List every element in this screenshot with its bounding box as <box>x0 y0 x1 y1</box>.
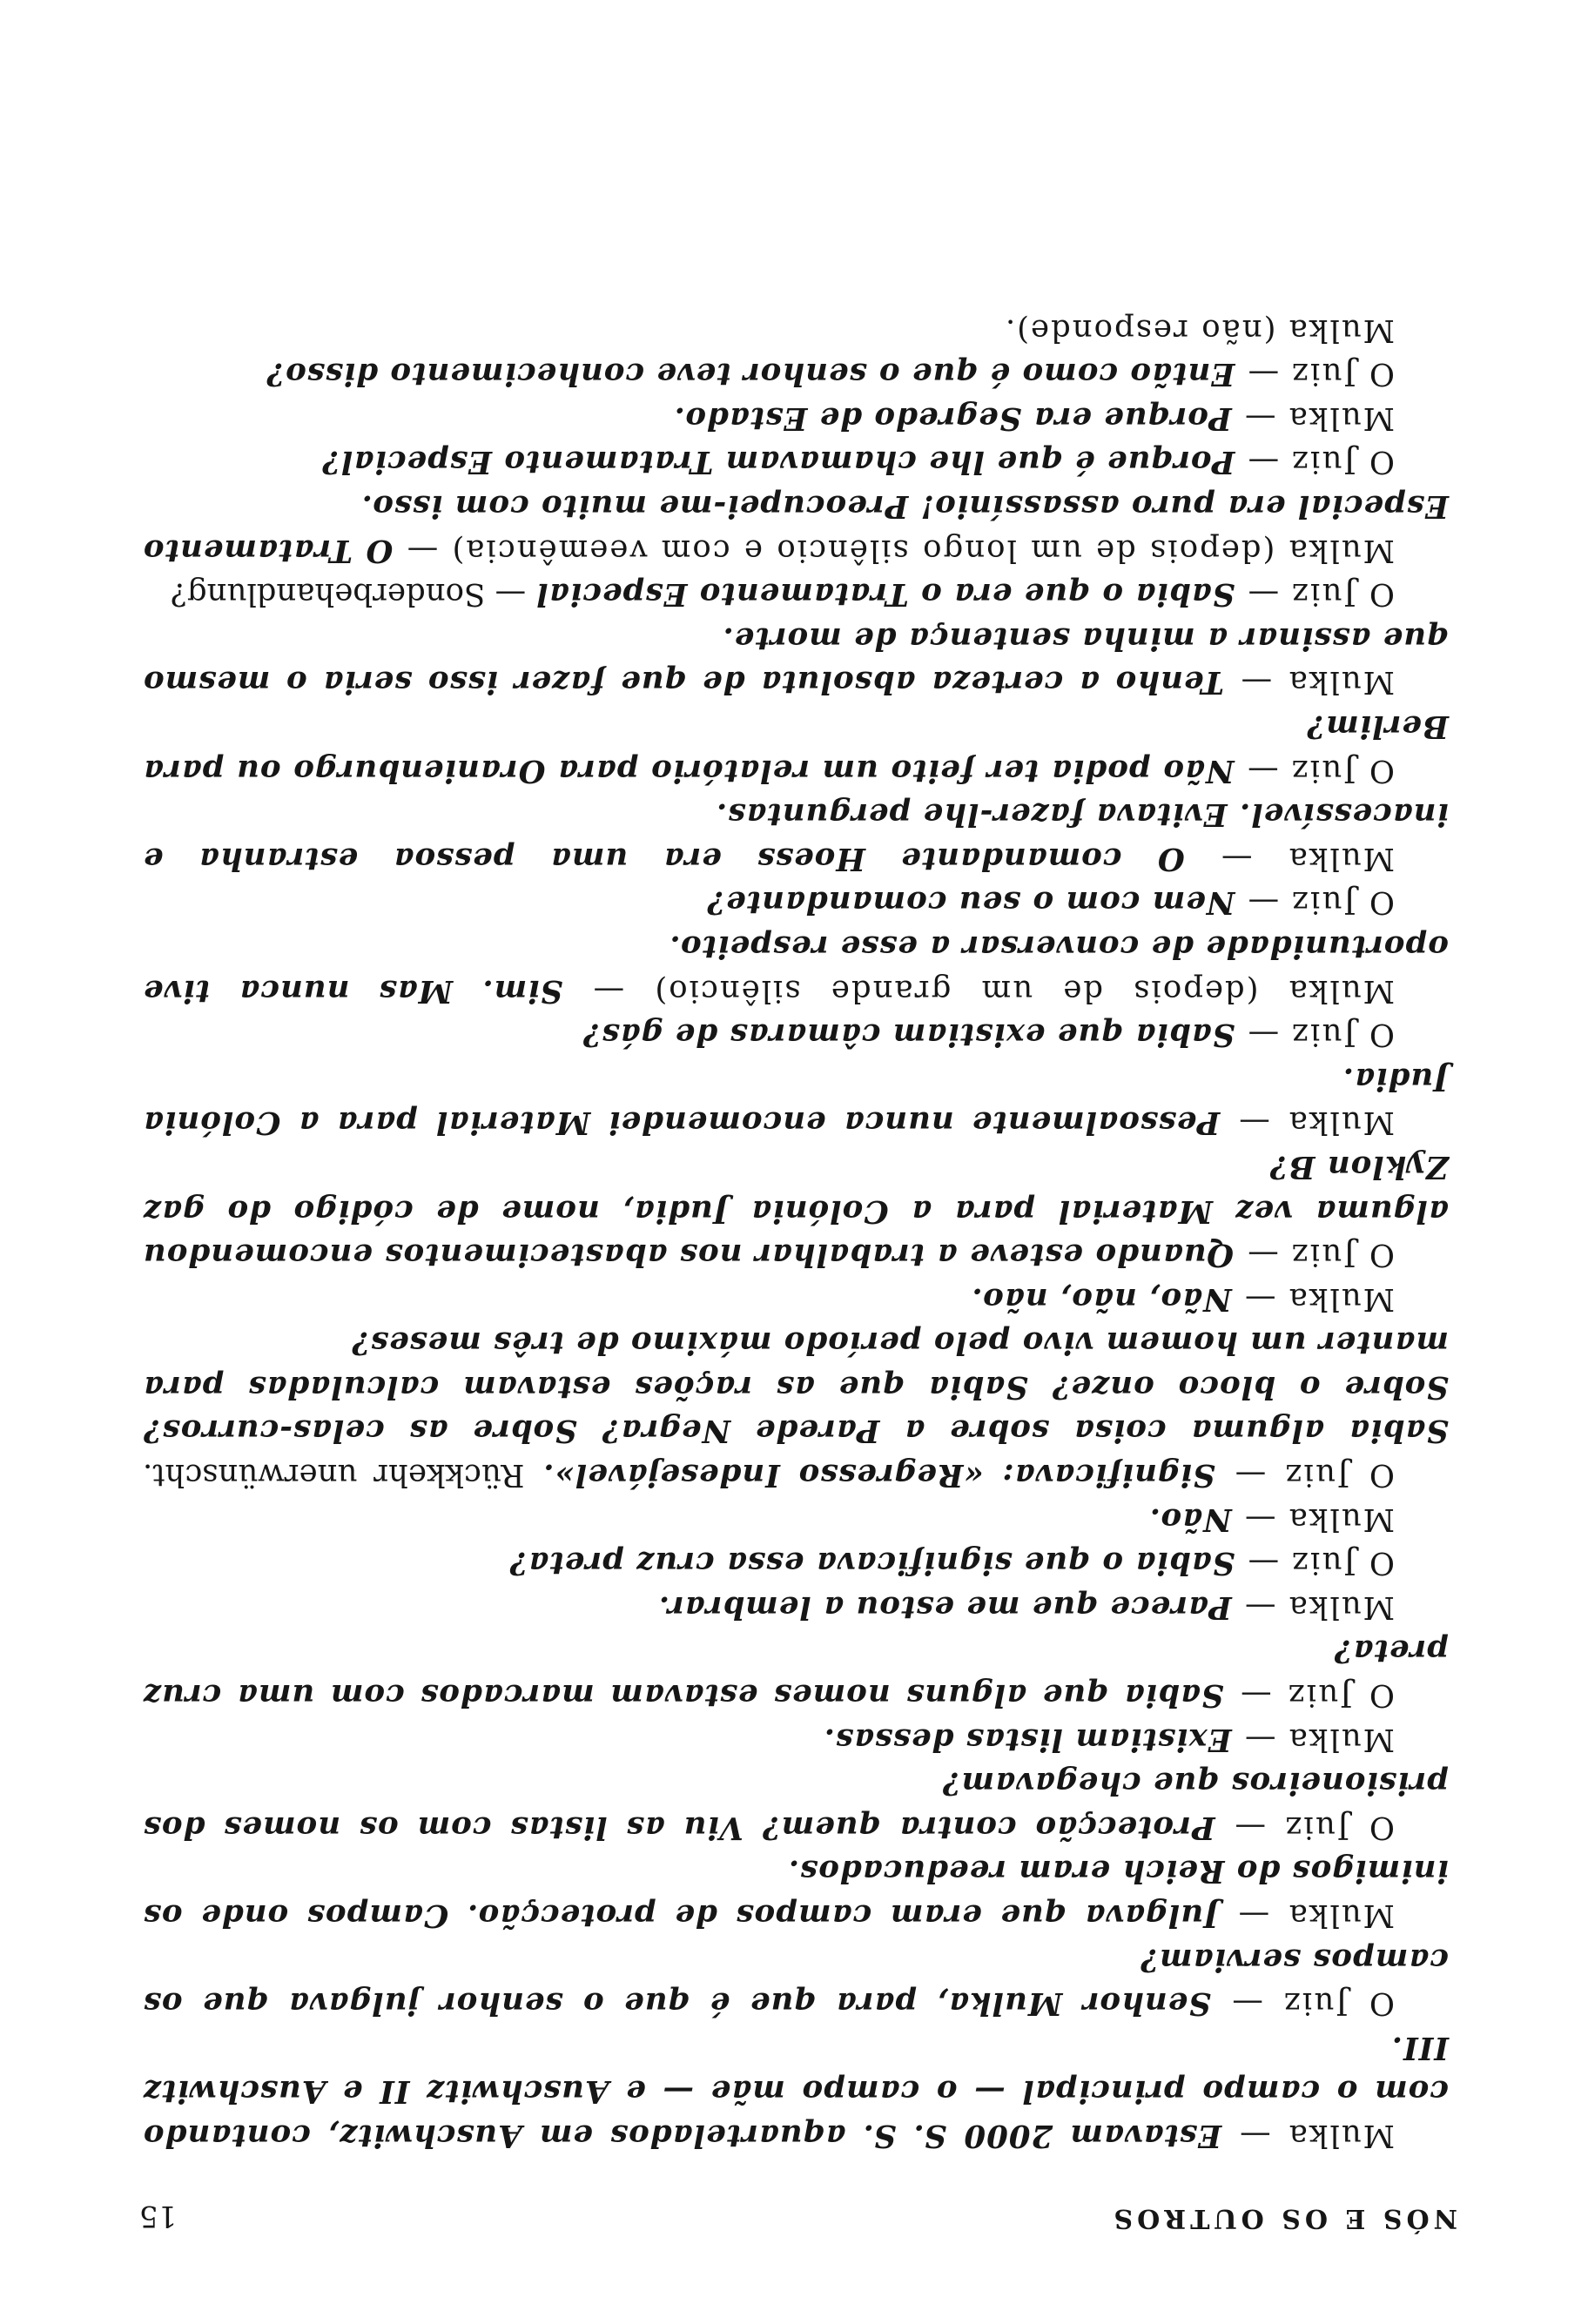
speaker-label: O Juiz — <box>1235 356 1395 393</box>
dialogue-paragraph <box>143 1584 1449 1629</box>
speaker-label: O Juiz — <box>1215 1809 1395 1845</box>
dialogue-paragraph <box>143 1012 1449 1057</box>
dialogue-paragraph <box>143 395 1449 440</box>
dialogue-paragraph <box>143 1276 1449 1320</box>
foreign-term: — Sonderbehandlung? <box>170 576 536 613</box>
page-header <box>139 2199 1457 2233</box>
dialogue-paragraph <box>143 1629 1449 1716</box>
foreign-term: Rückkehr unerwünscht. <box>143 1457 525 1494</box>
speaker-label: O Juiz — <box>1234 1237 1395 1273</box>
dialogue-paragraph <box>143 1716 1449 1761</box>
dialogue-paragraph <box>143 352 1449 396</box>
dialogue-paragraph <box>143 1144 1449 1276</box>
speech-text: Protecção contra quem? Viu as listas com os nomes dos prisioneiros que chegavam? <box>143 1765 1449 1845</box>
speaker-label: Mulka (não responde). <box>1003 312 1395 348</box>
speaker-label: O Juiz — <box>1235 576 1395 613</box>
speech-text: Quando esteve a trabalhar nos abastecimentos encomendou alguma vez Material para a Colónia Judia, nome de código do gaz Zyklon B? <box>142 1148 1449 1273</box>
speaker-label: O Juiz — <box>1235 444 1395 480</box>
speech-text: Sabia que alguns nomes estavam marcados com uma cruz preta? <box>143 1633 1449 1714</box>
dialogue-paragraph <box>143 615 1449 703</box>
speech-text: O comandante Hoess era uma pessoa estranha e inacessível. Evitava fazer-lhe perguntas. <box>143 796 1449 877</box>
speaker-label: Mulka — <box>1220 1105 1395 1141</box>
speaker-label: O Juiz — <box>1234 752 1395 789</box>
speech-text: Porque era Segredo de Estado. <box>673 400 1232 436</box>
speech-text: Não. <box>1148 1501 1232 1537</box>
speech-text: Sim. Mas nunca tive oportunidade de conversar a esse respeito. <box>143 928 1449 1009</box>
speaker-label: Mulka — <box>1231 1280 1395 1317</box>
speech-text: Pessoalmente nunca encomendei Material para a Colónia Judia. <box>142 1060 1449 1141</box>
dialogue-paragraph <box>143 2025 1449 2157</box>
speech-text: O Tratamento Especial era puro assassínio! Preocupei-me muito com isso. <box>143 488 1449 568</box>
dialogue-paragraph <box>143 1761 1449 1849</box>
speech-text: Nem com o seu comandante? <box>706 884 1235 921</box>
speech-text: Estavam 2000 S. S. aquartelados em Auschwitz, contando com o campo principal — o campo mãe — e Auschwitz II e Auschwitz III. <box>143 2029 1449 2153</box>
speech-text: Sabia alguma coisa sobre a Parede Negra? Sobre as celas-curros? Sobre o bloco onze? Sabia que as rações estavam calculadas para manter um homem vivo pelo período máximo de três meses? <box>143 1325 1449 1449</box>
dialogue-text <box>143 307 1449 2157</box>
speech-text: Porque é que lhe chamavam Tratamento Especial? <box>321 444 1235 480</box>
speech-text: Parece que me estou a lembrar. <box>657 1589 1232 1625</box>
dialogue-paragraph <box>143 792 1449 880</box>
speech-text: Não podia ter feito um relatório para Oranienburgo ou para Berlim? <box>143 709 1449 789</box>
speaker-label: O Juiz — <box>1235 884 1395 921</box>
dialogue-paragraph <box>143 1496 1449 1541</box>
dialogue-paragraph <box>143 1056 1449 1144</box>
speaker-label: O Juiz — <box>1215 1457 1395 1494</box>
dialogue-paragraph <box>143 440 1449 484</box>
speaker-label: O Juiz — <box>1235 1545 1395 1582</box>
dialogue-paragraph <box>143 1849 1449 1937</box>
running-head: NÓS E OS OUTROS <box>1109 2203 1457 2233</box>
speech-text: Não, não, não. <box>971 1280 1232 1317</box>
speech-text: Julgava que eram campos de protecção. Campos onde os inimigos do Reich eram reeducados. <box>143 1853 1449 1934</box>
speaker-label: Mulka — <box>1223 664 1395 701</box>
speaker-label: O Juiz — <box>1210 1985 1395 2022</box>
speaker-label: O Juiz — <box>1223 1677 1395 1714</box>
speaker-label: Mulka — <box>1184 840 1395 877</box>
dialogue-paragraph <box>143 1937 1449 2025</box>
dialogue-paragraph <box>143 483 1449 571</box>
speech-text: Existiam listas dessas. <box>823 1721 1232 1757</box>
dialogue-paragraph <box>143 703 1449 791</box>
speech-text: Sabia que existiam câmaras de gás? <box>582 1017 1235 1053</box>
speech-text: Sabia o que significava essa cruz preta? <box>508 1545 1235 1582</box>
speaker-label: Mulka — <box>1231 1721 1395 1757</box>
dialogue-paragraph <box>143 1541 1449 1585</box>
speech-text: Tenho a certeza absoluta de que fazer isso seria o mesmo que assinar a minha sentença de morte. <box>143 620 1449 701</box>
speaker-label: Mulka — <box>1231 1501 1395 1537</box>
speech-text: Sabia o que era o Tratamento Especial <box>535 576 1235 613</box>
dialogue-paragraph <box>143 572 1449 616</box>
speaker-label: Mulka — <box>1231 1589 1395 1625</box>
speech-text: Significava: «Regresso Indesejável». <box>524 1457 1215 1494</box>
dialogue-paragraph <box>143 1320 1449 1496</box>
speaker-label: Mulka (depois de um longo silêncio e com veemência) — <box>393 532 1395 568</box>
speaker-label: Mulka — <box>1219 1897 1395 1934</box>
dialogue-paragraph <box>143 307 1449 352</box>
speaker-label: Mulka — <box>1221 2118 1395 2153</box>
speech-text: Então como é que o senhor teve conhecimento disso? <box>266 356 1235 393</box>
speaker-label: Mulka (depois de um grande silêncio) — <box>562 972 1395 1009</box>
speaker-label: Mulka — <box>1231 400 1395 436</box>
dialogue-paragraph <box>143 924 1449 1011</box>
speech-text: Senhor Mulka, para que é que o senhor julgava que os campos serviam? <box>142 1941 1449 2022</box>
dialogue-paragraph <box>143 880 1449 924</box>
speaker-label: O Juiz — <box>1235 1017 1395 1053</box>
page-number: 15 <box>139 2199 178 2233</box>
